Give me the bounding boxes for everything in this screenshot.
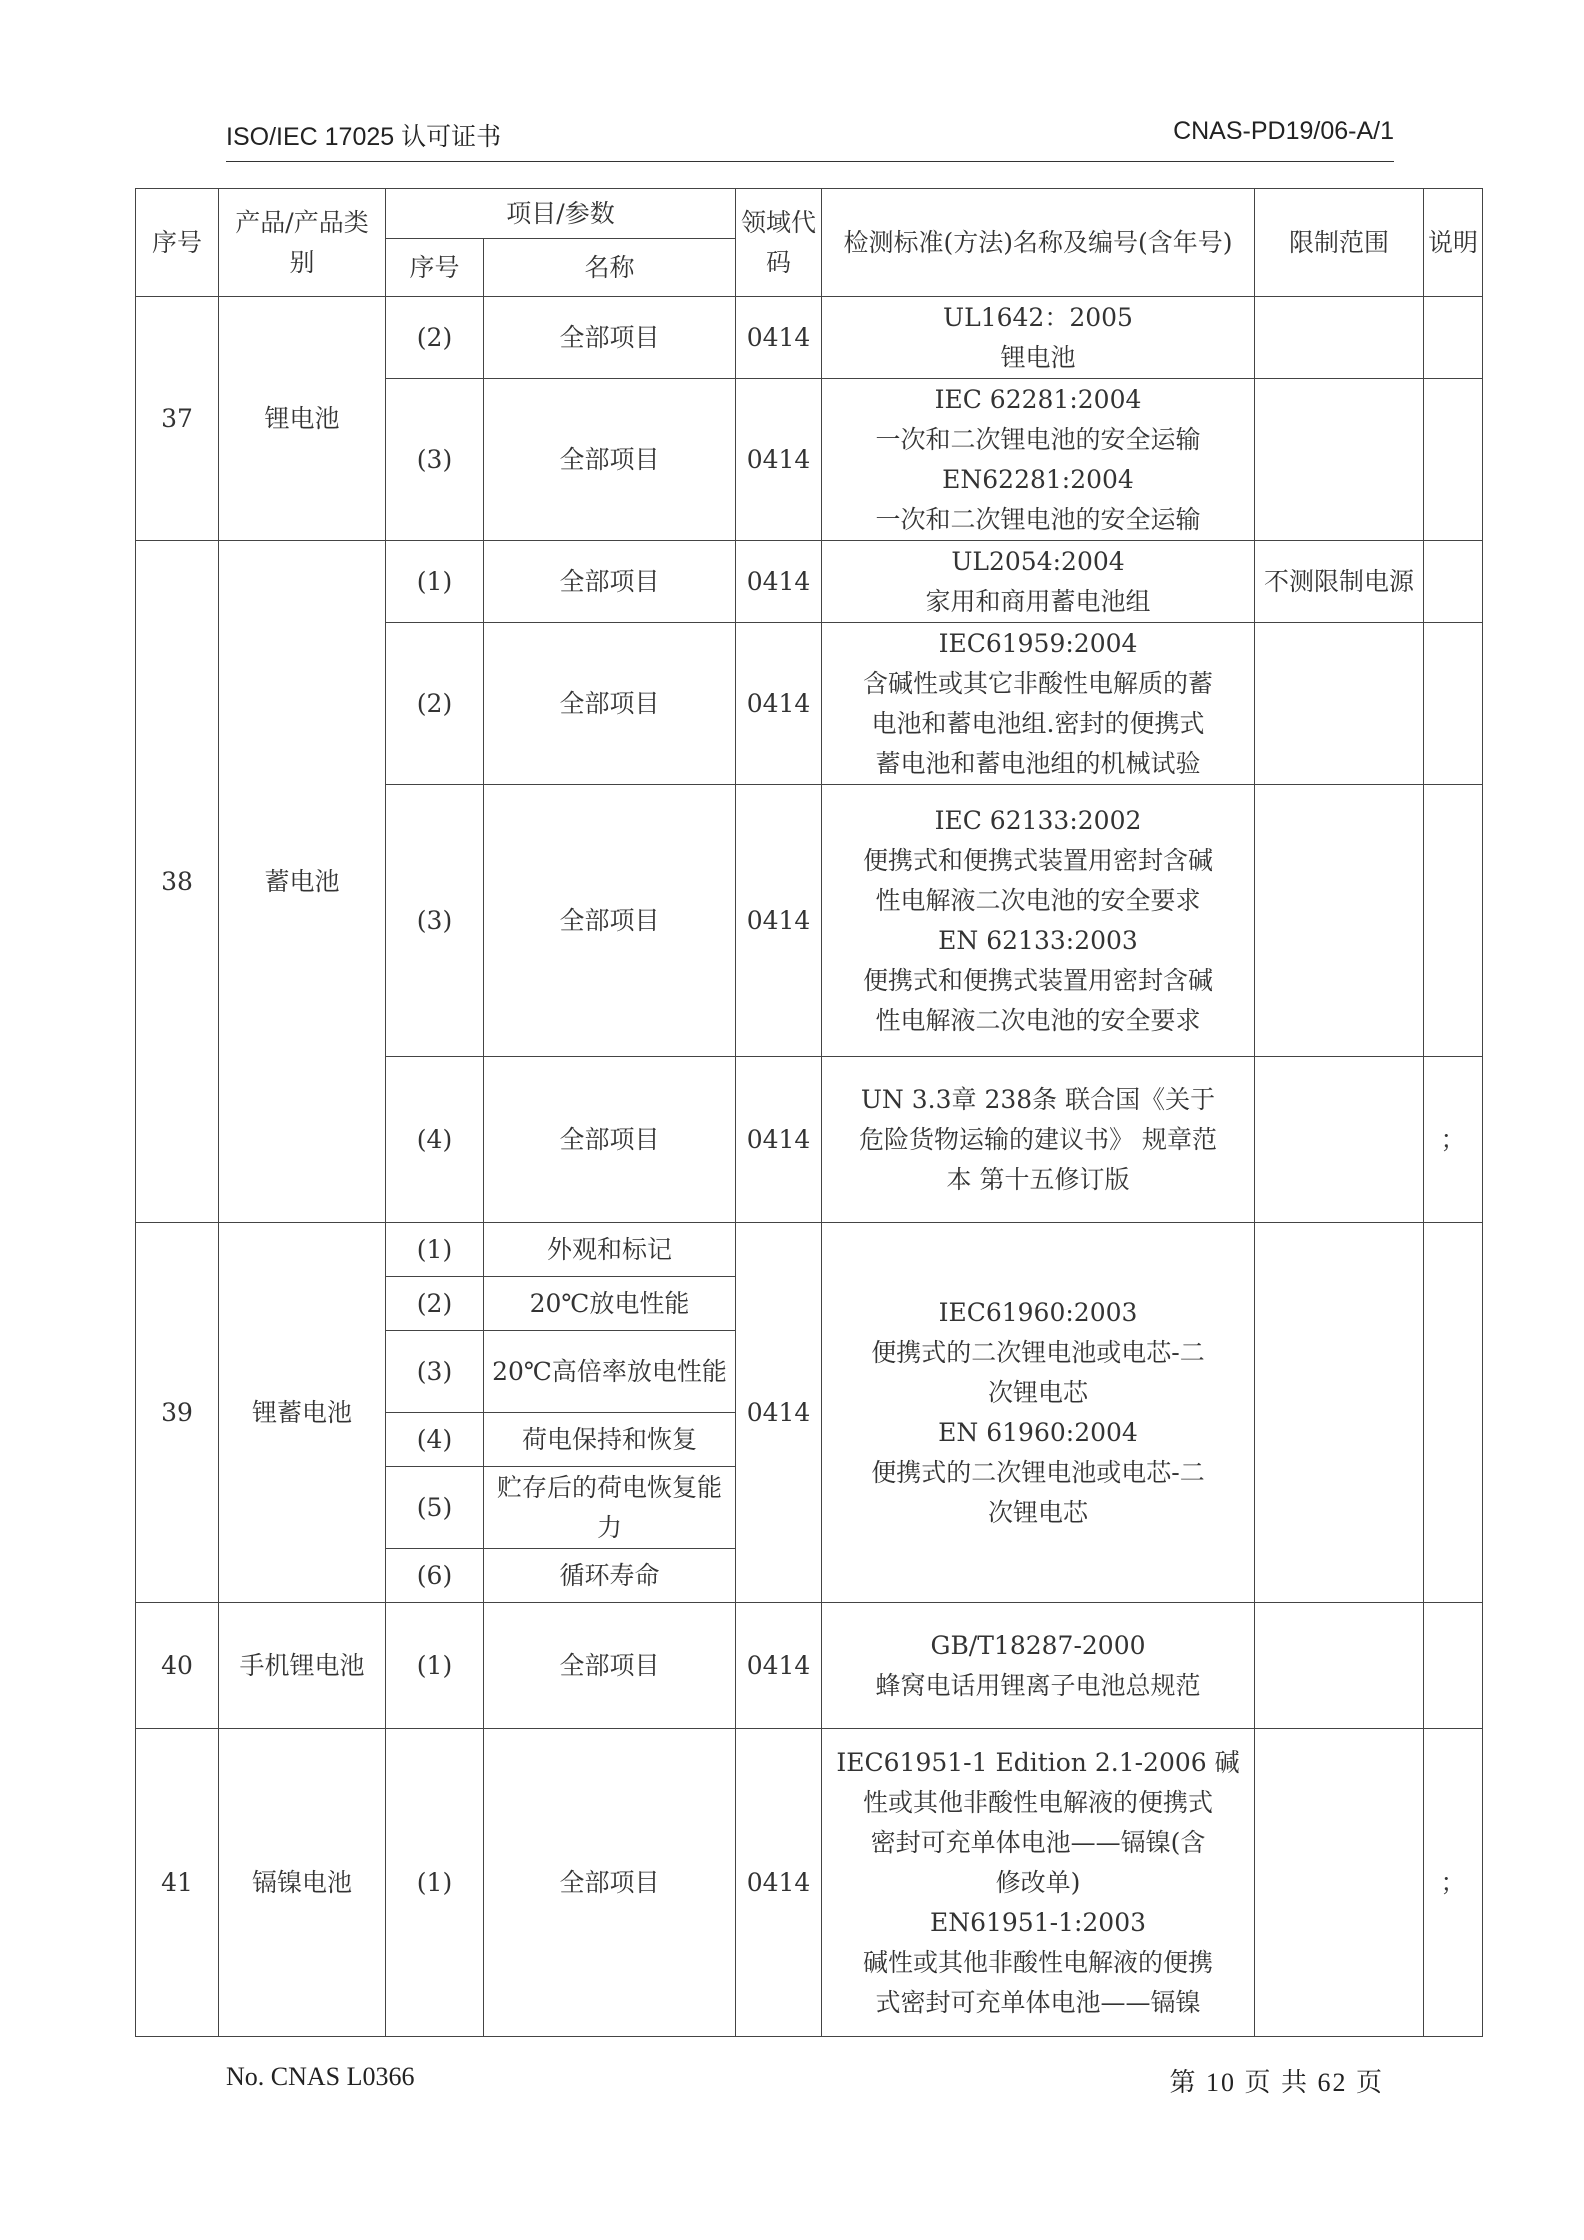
note-cell: ； xyxy=(1424,1057,1483,1223)
item-seq: (5) xyxy=(386,1467,484,1549)
header-doc-code: CNAS-PD19/06-A/1 xyxy=(1173,117,1394,145)
note-cell xyxy=(1424,623,1483,785)
item-name: 全部项目 xyxy=(484,379,736,541)
row-product: 锂电池 xyxy=(219,297,386,541)
col-header-standard: 检测标准(方法)名称及编号(含年号) xyxy=(822,189,1255,297)
item-seq: (6) xyxy=(386,1549,484,1603)
row-product: 手机锂电池 xyxy=(219,1603,386,1729)
field-code: 0414 xyxy=(736,1057,822,1223)
row-seq: 38 xyxy=(136,541,219,1223)
accreditation-table xyxy=(135,188,1483,2037)
item-seq: (3) xyxy=(386,785,484,1057)
col-header-limit: 限制范围 xyxy=(1255,189,1424,297)
table-row xyxy=(136,1603,1483,1729)
item-seq: (2) xyxy=(386,1277,484,1331)
standard-cell: IEC61960:2003 便携式的二次锂电池或电芯-二 次锂电芯 EN 61960:2004 便携式的二次锂电池或电芯-二 次锂电芯 xyxy=(822,1223,1255,1603)
table-row xyxy=(136,1223,1483,1277)
item-name: 全部项目 xyxy=(484,1603,736,1729)
note-cell xyxy=(1424,297,1483,379)
standard-cell: IEC 62281:2004 一次和二次锂电池的安全运输 EN62281:2004 一次和二次锂电池的安全运输 xyxy=(822,379,1255,541)
limit-cell xyxy=(1255,1223,1424,1603)
row-product: 锂蓄电池 xyxy=(219,1223,386,1603)
field-code: 0414 xyxy=(736,623,822,785)
limit-cell xyxy=(1255,379,1424,541)
limit-cell xyxy=(1255,785,1424,1057)
note-cell xyxy=(1424,1223,1483,1603)
col-header-field-code: 领域代码 xyxy=(736,189,822,297)
standard-cell: UL1642：2005 锂电池 xyxy=(822,297,1255,379)
note-cell xyxy=(1424,379,1483,541)
limit-cell xyxy=(1255,297,1424,379)
item-name: 全部项目 xyxy=(484,623,736,785)
col-header-item-group: 项目/参数 xyxy=(386,189,736,239)
limit-cell: 不测限制电源 xyxy=(1255,541,1424,623)
col-header-note: 说明 xyxy=(1424,189,1483,297)
row-seq: 37 xyxy=(136,297,219,541)
item-name: 全部项目 xyxy=(484,1057,736,1223)
col-header-item-name: 名称 xyxy=(484,239,736,297)
header-title: ISO/IEC 17025 认可证书 xyxy=(226,123,502,151)
field-code: 0414 xyxy=(736,541,822,623)
limit-cell xyxy=(1255,1603,1424,1729)
item-name: 外观和标记 xyxy=(484,1223,736,1277)
item-seq: (4) xyxy=(386,1057,484,1223)
standard-cell: UL2054:2004 家用和商用蓄电池组 xyxy=(822,541,1255,623)
field-code: 0414 xyxy=(736,1603,822,1729)
item-name: 全部项目 xyxy=(484,541,736,623)
standard-cell: IEC 62133:2002 便携式和便携式装置用密封含碱 性电解液二次电池的安全要求 EN 62133:2003 便携式和便携式装置用密封含碱 性电解液二次电池的安全要求 xyxy=(822,785,1255,1057)
field-code: 0414 xyxy=(736,297,822,379)
col-header-item-seq: 序号 xyxy=(386,239,484,297)
item-seq: (1) xyxy=(386,541,484,623)
row-seq: 39 xyxy=(136,1223,219,1603)
field-code: 0414 xyxy=(736,1223,822,1603)
item-seq: (1) xyxy=(386,1223,484,1277)
row-product: 蓄电池 xyxy=(219,541,386,1223)
item-name: 贮存后的荷电恢复能力 xyxy=(484,1467,736,1549)
table-row xyxy=(136,297,1483,379)
standard-cell: IEC61951-1 Edition 2.1-2006 碱 性或其他非酸性电解液的便携式 密封可充单体电池——镉镍(含 修改单) EN61951-1:2003 碱性或其他非酸性电解液的便携 式密封可充单体电池——镉镍 xyxy=(822,1729,1255,2037)
page-header xyxy=(226,113,1394,162)
row-seq: 41 xyxy=(136,1729,219,2037)
item-name: 20℃高倍率放电性能 xyxy=(484,1331,736,1413)
table-row xyxy=(136,1729,1483,2037)
item-seq: (4) xyxy=(386,1413,484,1467)
item-name: 循环寿命 xyxy=(484,1549,736,1603)
col-header-product: 产品/产品类别 xyxy=(219,189,386,297)
item-seq: (1) xyxy=(386,1729,484,2037)
standard-cell: GB/T18287-2000 蜂窝电话用锂离子电池总规范 xyxy=(822,1603,1255,1729)
limit-cell xyxy=(1255,1729,1424,2037)
standard-cell: IEC61959:2004 含碱性或其它非酸性电解质的蓄 电池和蓄电池组.密封的便携式 蓄电池和蓄电池组的机械试验 xyxy=(822,623,1255,785)
item-name: 全部项目 xyxy=(484,1729,736,2037)
field-code: 0414 xyxy=(736,1729,822,2037)
footer-page-number: 第 10 页 共 62 页 xyxy=(1169,2068,1384,2097)
limit-cell xyxy=(1255,623,1424,785)
item-seq: (2) xyxy=(386,623,484,785)
item-seq: (3) xyxy=(386,379,484,541)
row-product: 镉镍电池 xyxy=(219,1729,386,2037)
item-name: 全部项目 xyxy=(484,297,736,379)
footer-certificate-no: No. CNAS L0366 xyxy=(226,2062,415,2091)
item-seq: (3) xyxy=(386,1331,484,1413)
field-code: 0414 xyxy=(736,785,822,1057)
col-header-seq: 序号 xyxy=(136,189,219,297)
row-seq: 40 xyxy=(136,1603,219,1729)
item-name: 荷电保持和恢复 xyxy=(484,1413,736,1467)
page-footer xyxy=(226,2062,1394,2102)
item-name: 全部项目 xyxy=(484,785,736,1057)
item-name: 20℃放电性能 xyxy=(484,1277,736,1331)
note-cell xyxy=(1424,1603,1483,1729)
item-seq: (2) xyxy=(386,297,484,379)
note-cell: ； xyxy=(1424,1729,1483,2037)
note-cell xyxy=(1424,541,1483,623)
table-row xyxy=(136,541,1483,623)
field-code: 0414 xyxy=(736,379,822,541)
limit-cell xyxy=(1255,1057,1424,1223)
item-seq: (1) xyxy=(386,1603,484,1729)
standard-cell: UN 3.3章 238条 联合国《关于 危险货物运输的建议书》 规章范 本 第十五修订版 xyxy=(822,1057,1255,1223)
note-cell xyxy=(1424,785,1483,1057)
